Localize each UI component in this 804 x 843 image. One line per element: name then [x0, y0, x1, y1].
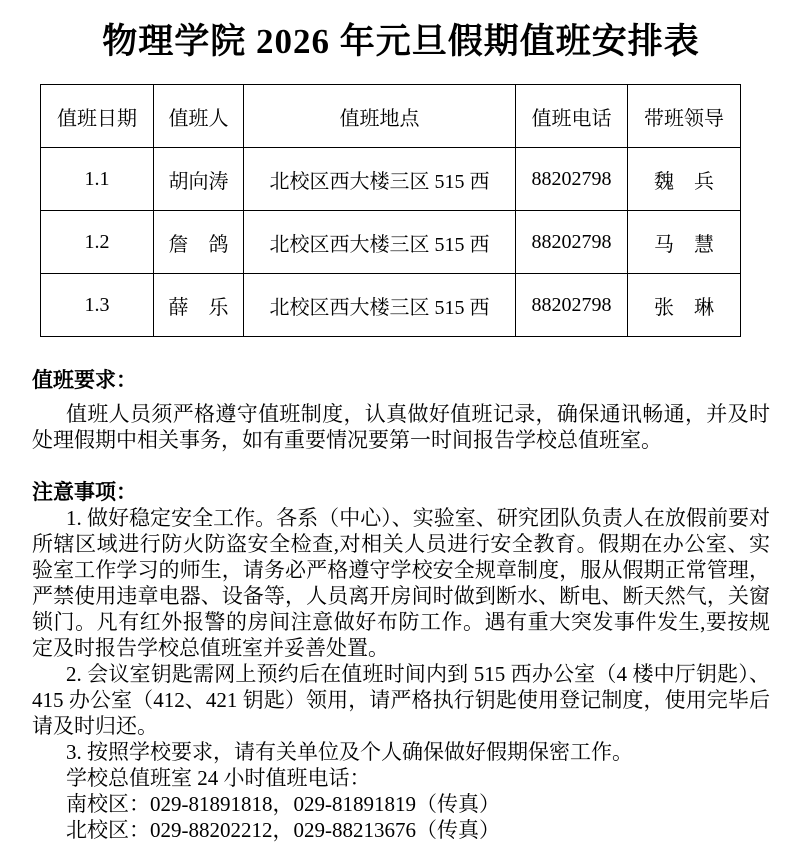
cell-leader: 魏 兵: [628, 148, 741, 211]
cell-location: 北校区西大楼三区 515 西: [244, 211, 516, 274]
header-duty-person: 值班人: [154, 85, 244, 148]
notes-item-1: 1. 做好稳定安全工作。各系（中心）、实验室、研究团队负责人在放假前要对所辖区域进行防火防盗安全检查,对相关人员进行安全教育。假期在办公室、实验室工作学习的师生，请务必严格遵守学校安全规章制度，服从假期正常管理，严禁使用违章电器、设备等，人员离开房间时做到断水、断电、断天然气，关窗锁门。凡有红外报警的房间注意做好布防工作。遇有重大突发事件发生,要按规定及时报告学校总值班室并妥善处置。: [32, 506, 770, 660]
cell-phone: 88202798: [516, 148, 628, 211]
hotline-label: 学校总值班室 24 小时值班电话：: [66, 766, 371, 790]
notes-item-2: 2. 会议室钥匙需网上预约后在值班时间内到 515 西办公室（4 楼中厅钥匙）、415 办公室（412、421 钥匙）领用，请严格执行钥匙使用登记制度，使用完毕后请及时归还。: [32, 662, 770, 738]
table-row: [41, 211, 741, 274]
cell-person: 薛 乐: [154, 274, 244, 337]
cell-person: 胡向涛: [154, 148, 244, 211]
cell-location: 北校区西大楼三区 515 西: [244, 148, 516, 211]
table-row: [41, 274, 741, 337]
cell-phone: 88202798: [516, 274, 628, 337]
notes-heading: 注意事项：: [32, 480, 137, 504]
hotline-south-campus: 南校区：029-81891818，029-81891819（传真）: [66, 792, 500, 816]
cell-leader: 张 琳: [628, 274, 741, 337]
table-header-row: [41, 85, 741, 148]
cell-date: 1.3: [41, 274, 154, 337]
header-duty-phone: 值班电话: [516, 85, 628, 148]
header-duty-location: 值班地点: [244, 85, 516, 148]
cell-date: 1.2: [41, 211, 154, 274]
cell-location: 北校区西大楼三区 515 西: [244, 274, 516, 337]
header-duty-leader: 带班领导: [628, 85, 741, 148]
cell-date: 1.1: [41, 148, 154, 211]
header-duty-date: 值班日期: [41, 85, 154, 148]
page-title: 物理学院 2026 年元旦假期值班安排表: [102, 22, 700, 61]
hotline-north-campus: 北校区：029-88202212，029-88213676（传真）: [66, 818, 500, 842]
cell-phone: 88202798: [516, 211, 628, 274]
table-row: [41, 148, 741, 211]
notes-item-3: 3. 按照学校要求，请有关单位及个人确保做好假期保密工作。: [66, 740, 633, 764]
cell-person: 詹 鸽: [154, 211, 244, 274]
requirements-paragraph: 值班人员须严格遵守值班制度，认真做好值班记录，确保通讯畅通，并及时处理假期中相关事务，如有重要情况要第一时间报告学校总值班室。: [32, 402, 770, 452]
requirements-heading: 值班要求：: [32, 368, 137, 392]
duty-schedule-table: [40, 84, 741, 337]
cell-leader: 马 慧: [628, 211, 741, 274]
